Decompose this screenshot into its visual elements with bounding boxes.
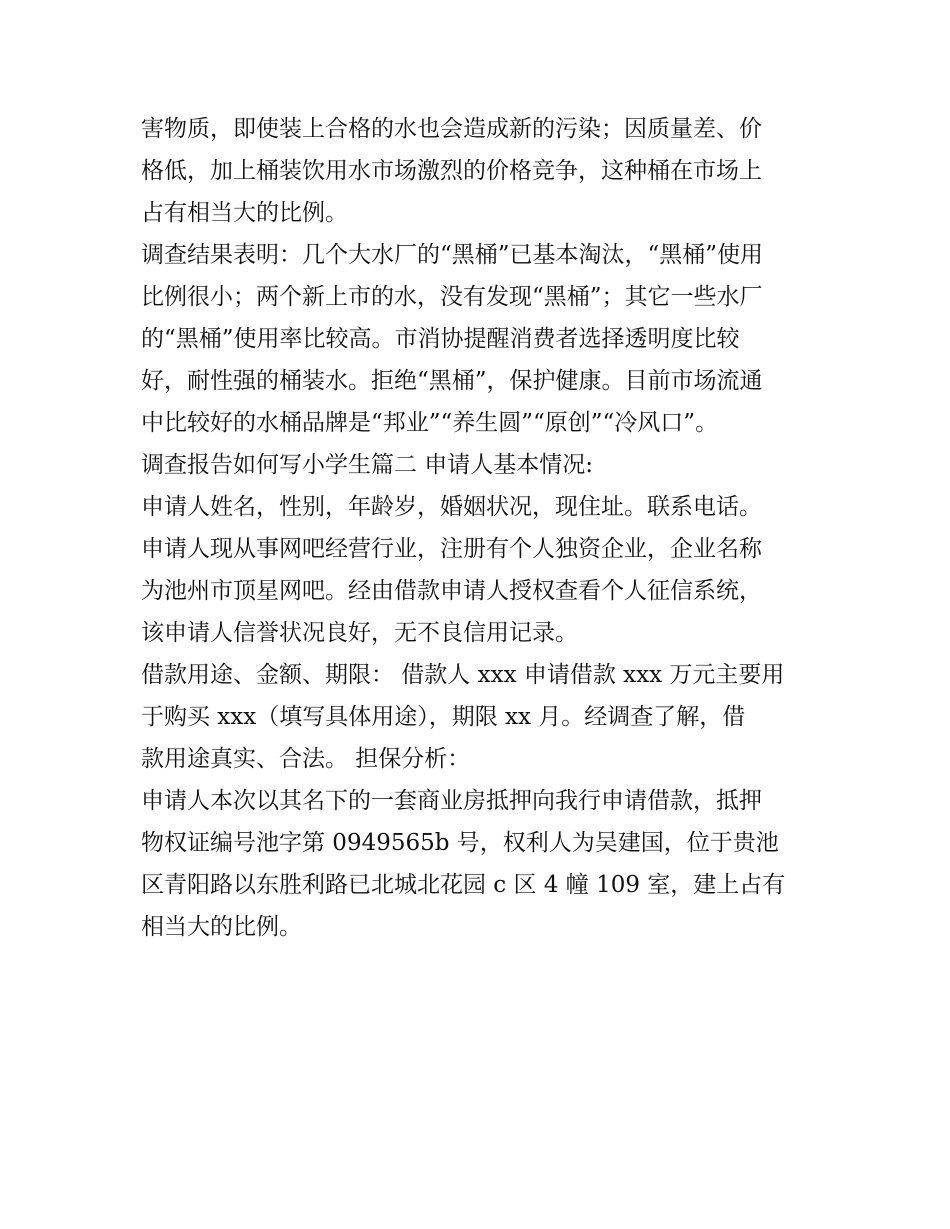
text-line: 为池州市顶星网吧。经由借款申请人授权查看个人征信系统， xyxy=(141,578,762,604)
text-line: 害物质，即使装上合格的水也会造成新的污染；因质量差、价 xyxy=(141,116,762,142)
text-line: 借款用途、金额、期限： 借款人 xxx 申请借款 xxx 万元主要用 xyxy=(141,662,785,688)
text-line: 区青阳路以东胜利路已北城北花园 c 区 4 幢 109 室，建上占有 xyxy=(141,872,786,898)
text-line: 申请人姓名，性别，年龄岁，婚姻状况，现住址。联系电话。 xyxy=(141,494,762,520)
text-line: 款用途真实、合法。 担保分析： xyxy=(141,746,471,772)
text-line: 比例很小；两个新上市的水，没有发现“黑桶”；其它一些水厂 xyxy=(141,284,763,310)
text-line: 的“黑桶”使用率比较高。市消协提醒消费者选择透明度比较 xyxy=(141,326,740,352)
text-line: 中比较好的水桶品牌是“邦业”“养生圆”“原创”“冷风口”。 xyxy=(141,410,719,436)
text-line: 占有相当大的比例。 xyxy=(141,200,348,226)
document-body xyxy=(141,108,821,948)
text-line: 好，耐性强的桶装水。拒绝“黑桶”，保护健康。目前市场流通 xyxy=(141,368,763,394)
text-line: 格低，加上桶装饮用水市场激烈的价格竞争，这种桶在市场上 xyxy=(141,158,762,184)
text-line: 调查结果表明：几个大水厂的“黑桶”已基本淘汰，“黑桶”使用 xyxy=(141,242,764,268)
text-line: 相当大的比例。 xyxy=(141,914,302,940)
section-heading-line: 调查报告如何写小学生篇二 申请人基本情况: xyxy=(141,452,594,478)
text-line: 申请人本次以其名下的一套商业房抵押向我行申请借款，抵押 xyxy=(141,788,762,814)
text-line: 该申请人信誉状况良好，无不良信用记录。 xyxy=(141,620,578,646)
text-line: 于购买 xxx（填写具体用途），期限 xx 月。经调查了解，借 xyxy=(141,704,746,730)
text-line: 物权证编号池字第 0949565b 号，权利人为吴建国，位于贵池 xyxy=(141,830,779,856)
text-line: 申请人现从事网吧经营行业，注册有个人独资企业，企业名称 xyxy=(141,536,762,562)
